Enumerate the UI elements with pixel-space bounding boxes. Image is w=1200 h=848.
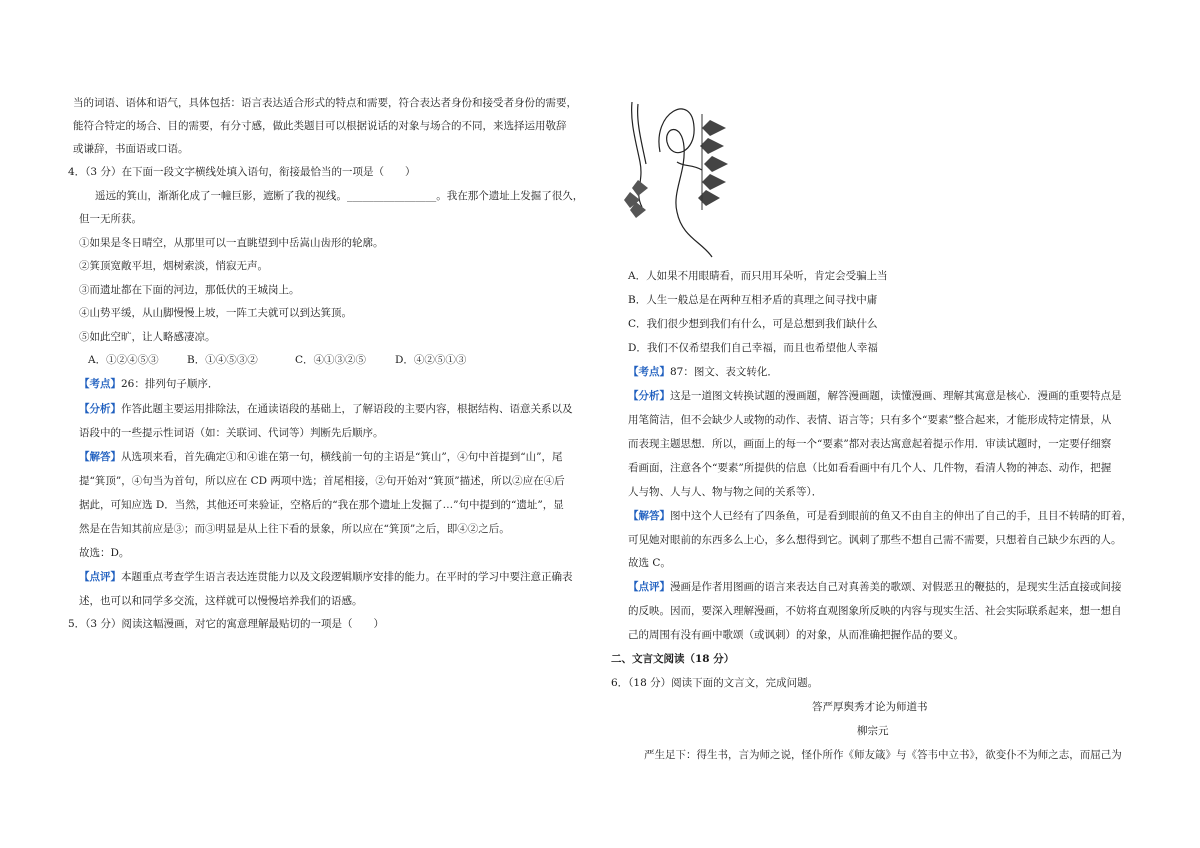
q4-sentence-1: ①如果是冬日晴空，从那里可以一直眺望到中岳嵩山齿形的轮廓。: [79, 237, 384, 249]
q4-sentence-4: ④山势平缓，从山脚慢慢上坡，一阵工夫就可以到达箕顶。: [79, 307, 352, 319]
q4-sentence-2: ②箕顶宽敞平坦，烟树索淡，悄寂无声。: [79, 260, 268, 272]
q4-jieda-cont: 然是在告知其前应是③；而③明显是从上往下看的景象，所以应在“箕顶”之后，即④②之后。: [79, 523, 510, 535]
dianping-tag: 【点评】: [628, 581, 670, 593]
q5-option-b: B．人生一般总是在两种互相矛盾的真理之间寻找中庸: [628, 294, 878, 306]
jieda-tag: 【解答】: [79, 451, 121, 463]
q4-dianping-cont: 述，也可以和同学多交流，这样就可以慢慢培养我们的语感。: [79, 595, 363, 607]
fenxi-tag: 【分析】: [79, 403, 121, 415]
intro-line: 或谦辞，书面语或口语。: [73, 143, 189, 155]
q5-option-a: A．人如果不用眼睛看，而只用耳朵听，肯定会受骗上当: [628, 270, 888, 282]
q5-fenxi-cont: 而表现主题思想．所以，画面上的每一个“要素”都对表达寓意起着提示作用．审读试题时，一定要仔细察: [628, 438, 1112, 450]
q4-dianping: [79, 570, 573, 584]
question-5-stem: 5．（3 分）阅读这幅漫画，对它的寓意理解最贴切的一项是（ ）: [68, 618, 384, 630]
jieda-tag: 【解答】: [628, 510, 670, 522]
q5-jieda: [628, 509, 1132, 523]
section-heading: 二、文言文阅读（18 分）: [611, 653, 735, 665]
question-6-stem: 6．（18 分）阅读下面的文言文，完成问题。: [611, 677, 819, 689]
q4-jieda-cont: 提“箕顶”，④句当为首句，所以应在 CD 两项中选；首尾相接，②句开始对“箕顶”描述，所以②应在④后: [79, 475, 565, 487]
dianping-tag: 【点评】: [79, 571, 121, 583]
q4-fenxi-cont: 语段中的一些提示性词语（如：关联词、代词等）判断先后顺序。: [79, 427, 384, 439]
q4-fenxi: [79, 402, 573, 416]
fenxi-text: 作答此题主要运用排除法，在通读语段的基础上，了解语段的主要内容，根据结构、语意关系以及: [121, 403, 573, 415]
kaodian-text: 87：图文、表文转化．: [670, 366, 778, 378]
q4-passage: 但一无所获。: [79, 213, 142, 225]
kaodian-tag: 【考点】: [628, 366, 670, 378]
q4-answer: 故选：D。: [79, 547, 130, 559]
question-4-stem: 4．（3 分）在下面一段文字横线处填入语句，衔接最恰当的一项是（ ）: [68, 166, 416, 178]
q5-dianping: [628, 580, 1122, 594]
kaodian-tag: 【考点】: [79, 378, 121, 390]
cartoon-fish-skeleton-icon: [622, 92, 734, 262]
q4-sentence-3: ③而遗址都在下面的河边，那低伏的王城岗上。: [79, 284, 300, 296]
q5-jieda-cont: 可见她对眼前的东西多么上心，多么想得到它。讽刺了那些不想自己需不需要，只想着自己缺少东西的人。: [628, 534, 1122, 546]
q5-dianping-cont: 的反映。因而，要深入理解漫画，不妨将直观图象所反映的内容与现实生活、社会实际联系起来，想一想自: [628, 605, 1122, 617]
q4-passage: 遥远的箕山，渐渐化成了一幢巨影，遮断了我的视线。_________________。我在那个遗址上发掘了很久，: [95, 190, 584, 202]
fenxi-text: 这是一道图文转换试题的漫画题，解答漫画题，读懂漫画、理解其寓意是核心．漫画的重要特点是: [670, 390, 1122, 402]
q5-fenxi-cont: 看画面，注意各个“要素”所提供的信息（比如看看画中有几个人、几件物，看清人物的神态、动作，把握: [628, 462, 1112, 474]
q5-dianping-cont: 己的周围有没有画中歌颂（或讽刺）的对象，从而准确把握作品的要义。: [628, 629, 964, 641]
q5-fenxi-cont: 人与物、人与人、物与物之间的关系等）．: [628, 486, 823, 498]
q5-answer: 故选 C。: [628, 557, 671, 569]
intro-line: 当的词语、语体和语气，具体包括：语言表达适合形式的特点和需要，符合表达者身份和接受者身份的需要，: [73, 97, 577, 109]
essay-author: 柳宗元: [857, 725, 889, 737]
q5-fenxi: [628, 389, 1122, 403]
essay-title: 答严厚舆秀才论为师道书: [812, 701, 928, 713]
jieda-text: 从选项来看，首先确定①和④谁在第一句，横线前一句的主语是“箕山”，④句中首提到“山”，尾: [121, 451, 563, 463]
q5-option-d: D．我们不仅希望我们自己幸福，而且也希望他人幸福: [628, 342, 878, 354]
q4-option-d: D．④②⑤①③: [395, 354, 467, 366]
q4-jieda-cont: 据此，可知应选 D．当然，其他还可来验证，空格后的“我在那个遗址上发掘了…”句中提到的“遗址”，显: [79, 499, 564, 511]
jieda-text: 图中这个人已经有了四条鱼，可是看到眼前的鱼又不由自主的伸出了自己的手，且目不转睛的盯着，: [670, 510, 1132, 522]
q4-kaodian: [79, 377, 218, 391]
intro-line: 能符合特定的场合、目的需要，有分寸感，做此类题目可以根据说话的对象与场合的不同，来选择运用敬辞: [73, 120, 567, 132]
q5-kaodian: [628, 365, 778, 379]
q5-fenxi-cont: 用笔简洁，但不会缺少人或物的动作、表情、语言等；只有多个“要素”整合起来，才能形成特定情景，从: [628, 414, 1112, 426]
fenxi-tag: 【分析】: [628, 390, 670, 402]
q4-jieda: [79, 450, 562, 464]
q5-option-c: C．我们很少想到我们有什么，可是总想到我们缺什么: [628, 318, 878, 330]
dianping-text: 漫画是作者用图画的语言来表达自己对真善美的歌颂、对假恶丑的鞭挞的，是现实生活直接或间接: [670, 581, 1122, 593]
q4-sentence-5: ⑤如此空旷，让人略感凄凉。: [79, 331, 216, 343]
dianping-text: 本题重点考查学生语言表达连贯能力以及文段逻辑顺序安排的能力。在平时的学习中要注意正确表: [121, 571, 573, 583]
kaodian-text: 26：排列句子顺序．: [121, 378, 219, 390]
q4-option-a: A．①②④⑤③: [88, 354, 159, 366]
essay-text: 严生足下：得生书，言为师之说，怪仆所作《师友箴》与《答韦中立书》，欲变仆不为师之志，而屈己为: [644, 749, 1122, 761]
q4-option-b: B．①④⑤③②: [187, 354, 258, 366]
q4-option-c: C．④①③②⑤: [295, 354, 367, 366]
